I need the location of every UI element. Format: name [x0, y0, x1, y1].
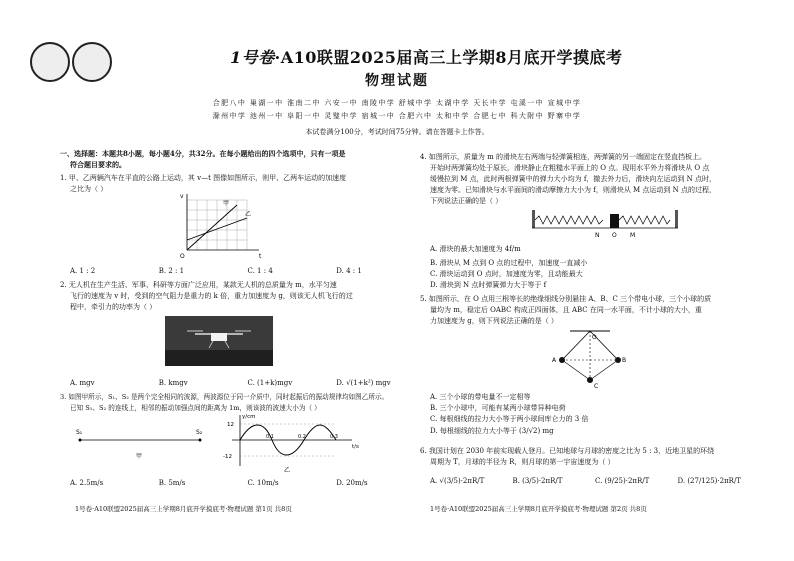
- tick-neg12: -12: [223, 454, 232, 460]
- tick-0-3: 0.3: [330, 434, 338, 440]
- question-1-line-2: 之比为（ ）: [70, 185, 108, 193]
- o-label: O: [592, 334, 597, 341]
- b-label: B: [622, 357, 627, 364]
- question-4-line-3: 缓慢拉到 M 点，此时两根弹簧中的弹力大小均为 f，撤去外力后，滑块向左运动到 N 点时，: [430, 175, 717, 183]
- figure-vibration-graph: [220, 412, 365, 474]
- figure-tetrahedron: [550, 328, 630, 390]
- exam-note: 本试卷满分100分，考试时间75分钟。请在答题卡上作答。: [305, 128, 489, 136]
- question-4-line-4: 速度为零。已知滑块与水平面间的滑动摩擦力大小为 f，则滑块从 M 点运动到 N 点的过程，: [430, 186, 717, 194]
- tick-0-1: 0.1: [266, 434, 274, 440]
- a-label: A: [552, 357, 557, 364]
- yi-label: 乙: [284, 467, 291, 474]
- option-a[interactable]: A. 1 : 2: [70, 267, 96, 275]
- c-label: C: [594, 383, 599, 390]
- option-c[interactable]: C. (1+k)mgv: [247, 379, 293, 387]
- question-2-line-1: 2. 无人机在生产生活、军事、科研等方面广泛应用，某款无人机的总质量为 m，水平匀速: [60, 281, 337, 289]
- n-label: N: [595, 232, 600, 239]
- block-icon: [610, 214, 619, 228]
- drone-photo: [165, 316, 273, 366]
- v-label: v: [180, 193, 184, 200]
- line-jia: [187, 205, 237, 250]
- page-footer-right: 1号卷·A10联盟2025届高三上学期8月底开学摸底考·物理试题 第2页 共8页: [430, 505, 647, 513]
- s1-label: S₁: [76, 429, 83, 436]
- question-2-line-3: 程中，牵引力的功率为（ ）: [70, 303, 157, 311]
- m-label: M: [630, 232, 636, 239]
- question-4-option-d[interactable]: D. 滑块到 N 点时弹簧弹力大于等于 f: [430, 281, 547, 289]
- option-a[interactable]: A. mgv: [70, 379, 95, 387]
- question-4-option-b[interactable]: B. 滑块从 M 点到 O 点的过程中，加速度一直减小: [430, 259, 588, 267]
- question-5-line-1: 5. 如图所示，在 O 点用三根等长的绝缘细线分别悬挂 A、B、C 三个带电小球，三个小球的质: [420, 295, 712, 303]
- option-b[interactable]: B. 2 : 1: [158, 267, 185, 275]
- option-b[interactable]: B. kmgv: [158, 379, 188, 387]
- tick-12: 12: [227, 422, 234, 428]
- y-axis-label: y/cm: [242, 414, 256, 420]
- jia-label: 甲: [223, 200, 230, 207]
- question-1-line-1: 1. 甲、乙两辆汽车在平直的公路上运动，其 v—t 图像如图所示，则甲、乙两车运动的加速度: [60, 174, 347, 182]
- question-5-option-b[interactable]: B. 三个小球中，可能有某两小球带异种电荷: [430, 404, 566, 412]
- ball-a: [559, 357, 565, 363]
- origin-label: O: [180, 253, 185, 260]
- question-4-line-2: 开始时两弹簧均处于原长，滑块静止在粗糙水平面上的 O 点。现用水平外力将滑块从 O 点: [430, 164, 710, 172]
- question-5-line-3: 力加速度为 g，则下列说法正确的是（ ）: [430, 317, 558, 325]
- option-c[interactable]: C. (9/25)·2πR/T: [595, 477, 650, 485]
- title-text: ·A10联盟2025届高三上学期8月底开学摸底考: [274, 48, 623, 67]
- option-b[interactable]: B. 5m/s: [158, 479, 186, 487]
- question-3-line-2: 已知 S₁、S₂ 的连线上，相邻的振动加强点间的距离为 1m，则该波的波速大小为（ ）: [70, 404, 321, 412]
- question-2-options: [70, 378, 425, 389]
- s2-label: S₂: [196, 429, 203, 436]
- section-heading-2: 符合题目要求的。: [70, 160, 126, 169]
- exam-title: [230, 45, 623, 68]
- question-1-options: [70, 266, 425, 277]
- question-2-line-2: 飞行的速度为 v 时，受到的空气阻力是重力的 k 倍，重力加速度为 g，则该无人机飞行的过: [70, 292, 353, 300]
- option-c[interactable]: C. 1 : 4: [247, 267, 273, 275]
- t-label: t: [259, 253, 262, 260]
- option-a[interactable]: A. 2.5m/s: [70, 479, 104, 487]
- question-4-line-5: 下列说法正确的是（ ）: [430, 197, 503, 205]
- ball-b: [615, 357, 621, 363]
- o-label: O: [612, 232, 617, 239]
- drone-icon: [165, 316, 273, 366]
- t-axis-label: t/s: [352, 444, 359, 450]
- question-5-option-d[interactable]: D. 每根细线的拉力大小等于 (3/√2) mg: [430, 427, 554, 435]
- option-c[interactable]: C. 10m/s: [247, 479, 279, 487]
- subject-title: 物理试题: [365, 73, 429, 89]
- option-d[interactable]: D. 4 : 1: [336, 267, 362, 275]
- school-list-row-2: 滁州中学 池州一中 阜阳一中 灵璧中学 宿城一中 合肥六中 太和中学 合肥七中 科大附中 野寨中学: [212, 112, 582, 120]
- tick-0-2: 0.2: [298, 434, 306, 440]
- figure-vt-graph: [175, 190, 265, 260]
- question-6-line-2: 周期为 T，月球的半径为 R，则月球的第一宇宙速度为（ ）: [430, 458, 615, 466]
- option-b[interactable]: B. (3/5)·2πR/T: [512, 477, 563, 485]
- question-4-option-a[interactable]: A. 滑块的最大加速度为 4f/m: [430, 245, 521, 253]
- option-d[interactable]: D. (27/125)·2πR/T: [677, 477, 741, 485]
- option-a[interactable]: A. √(3/5)·2πR/T: [430, 477, 485, 485]
- question-6-line-1: 6. 我国计划在 2030 年前实现载人登月。已知地球与月球的密度之比为 5 : 3，近地卫星的环绕: [420, 447, 715, 455]
- question-3-options: [70, 478, 425, 489]
- question-4-line-1: 4. 如图所示，质量为 m 的滑块左右两端与轻弹簧相连，两弹簧的另一端固定在竖直挡板上。: [420, 153, 706, 161]
- option-d[interactable]: D. 20m/s: [336, 479, 368, 487]
- question-5-line-2: 量均为 m，稳定后 OABC 构成正四面体，且 ABC 在同一水平面，不计小球的大小，重: [430, 306, 702, 314]
- question-5-option-a[interactable]: A. 三个小球的带电量不一定相等: [430, 393, 531, 401]
- ball-c: [587, 377, 593, 383]
- question-5-option-c[interactable]: C. 每根细线的拉力大小等于两小球间库仑力的 3 倍: [430, 415, 589, 423]
- jia-label: 甲: [136, 453, 143, 460]
- section-heading: 一、选择题：本题共8小题，每小题4分，共32分。在每小题给出的四个选项中，只有一项是: [60, 149, 346, 158]
- question-6-options: [430, 476, 760, 487]
- question-4-option-c[interactable]: C. 滑块运动到 O 点时，加速度为零，且动能最大: [430, 270, 583, 278]
- option-d[interactable]: D. √(1+k²) mgv: [336, 379, 391, 387]
- school-list-row-1: 合肥八中 巢湖一中 淮南二中 六安一中 南陵中学 舒城中学 太湖中学 天长中学 屯溪一中 宣城中学: [212, 99, 582, 107]
- question-3-line-1: 3. 如图甲所示，S₁、S₂ 是两个完全相同的波源，两波源位于同一介质中，同时起振后的振动规律均如图乙所示。: [60, 393, 389, 401]
- page-footer-left: 1号卷·A10联盟2025届高三上学期8月底开学摸底考·物理试题 第1页 共8页: [75, 505, 292, 513]
- brand-label: 1号卷: [230, 48, 275, 67]
- yi-label: 乙: [245, 211, 252, 218]
- figure-spring-block: [530, 208, 680, 240]
- figure-wave-sources: [70, 418, 210, 468]
